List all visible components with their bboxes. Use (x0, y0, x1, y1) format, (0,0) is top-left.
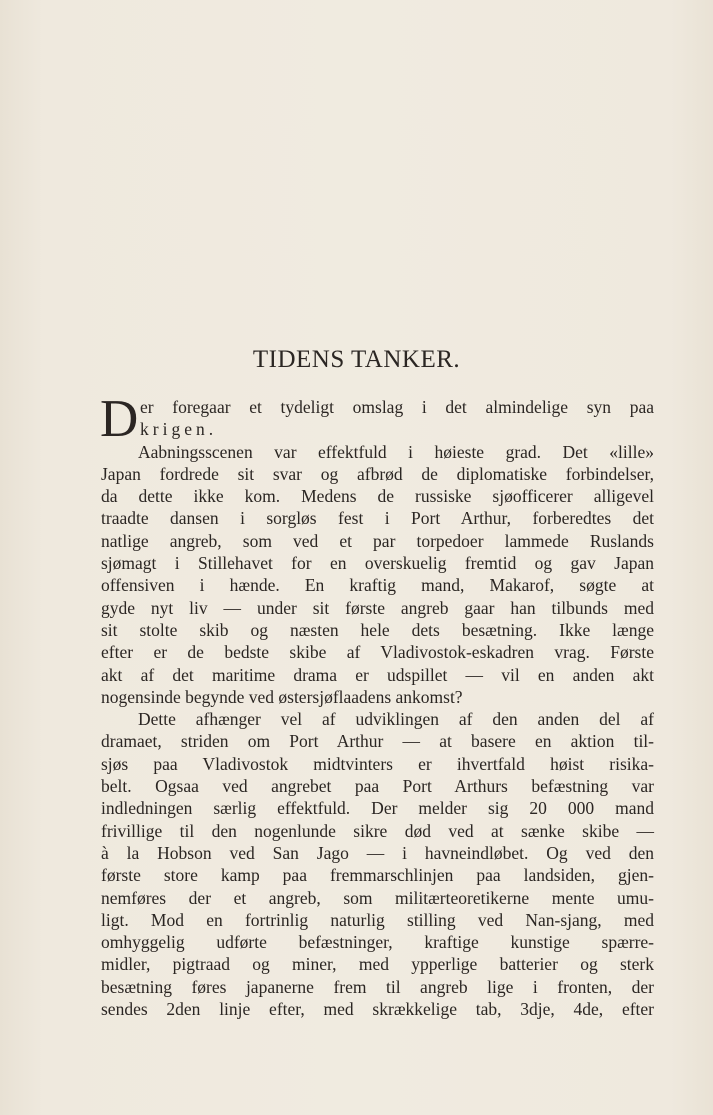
text-line: sendes 2den linje efter, med skrækkelige tab, 3dje, 4de, efter (101, 999, 654, 1020)
text-line: sit stolte skib og næsten hele dets besætning. Ikke længe (101, 619, 654, 640)
text-line: ligt. Mod en fortrinlig naturlig stilling ved Nan-sjang, med (101, 909, 654, 930)
text-line: midler, pigtraad og miner, med ypperlige batterier og sterk (101, 954, 654, 975)
text-line: nemføres der et angreb, som militærteoretikerne mente umu- (101, 887, 654, 908)
text-line: à la Hobson ved San Jago — i havneindløbet. Og ved den (101, 842, 654, 863)
text-line: nogensinde begynde ved østersjøflaadens ankomst? (101, 686, 463, 707)
text-line: krigen. (140, 419, 218, 440)
body-text (100, 390, 654, 1020)
text-line: akt af det maritime drama er udspillet — vil en anden akt (101, 664, 654, 685)
text-line: sjøs paa Vladivostok midtvinters er ihvertfald høist risika- (101, 753, 654, 774)
text-line: er foregaar et tydeligt omslag i det almindelige syn paa (140, 397, 654, 417)
chapter-title: TIDENS TANKER. (252, 346, 461, 373)
text-line: natlige angreb, som ved et par torpedoer lammede Ruslands (101, 530, 654, 551)
text-line: omhyggelig udførte befæstninger, kraftige kunstige spærre- (101, 932, 654, 953)
text-line: traadte dansen i sorgløs fest i Port Arthur, forberedtes det (101, 508, 654, 529)
text-line: første store kamp paa fremmarschlinjen paa landsiden, gjen- (101, 865, 654, 886)
opening-paragraph (100, 390, 654, 448)
text-line: sjømagt i Stillehavet for en overskuelig fremtid og gav Japan (101, 553, 654, 574)
text-line: belt. Ogsaa ved angrebet paa Port Arthurs befæstning var (101, 776, 654, 797)
text-line: Aabningsscenen var effektfuld i høieste grad. Det «lille» (138, 441, 654, 462)
text-line: dramaet, striden om Port Arthur — at basere en aktion til- (101, 731, 654, 752)
text-line: gyde nyt liv — under sit første angreb gaar han tilbunds med (101, 597, 654, 618)
text-line: besætning føres japanerne frem til angreb lige i fronten, der (101, 976, 654, 997)
text-line: Dette afhænger vel af udviklingen af den anden del af (138, 709, 654, 730)
text-line: indledningen særlig effektfuld. Der melder sig 20 000 mand (101, 798, 654, 819)
text-line: frivillige til den nogenlunde sikre død ved at sænke skibe — (101, 820, 654, 841)
text-line: da dette ikke kom. Medens de russiske sjøofficerer alligevel (101, 486, 654, 507)
text-line: offensiven i hænde. En kraftig mand, Makarof, søgte at (101, 575, 654, 596)
drop-cap: D (100, 390, 139, 448)
text-line: Japan fordrede sit svar og afbrød de diplomatiske forbindelser, (101, 463, 654, 484)
text-line: efter er de bedste skibe af Vladivostok-eskadren vrag. Første (101, 642, 654, 663)
